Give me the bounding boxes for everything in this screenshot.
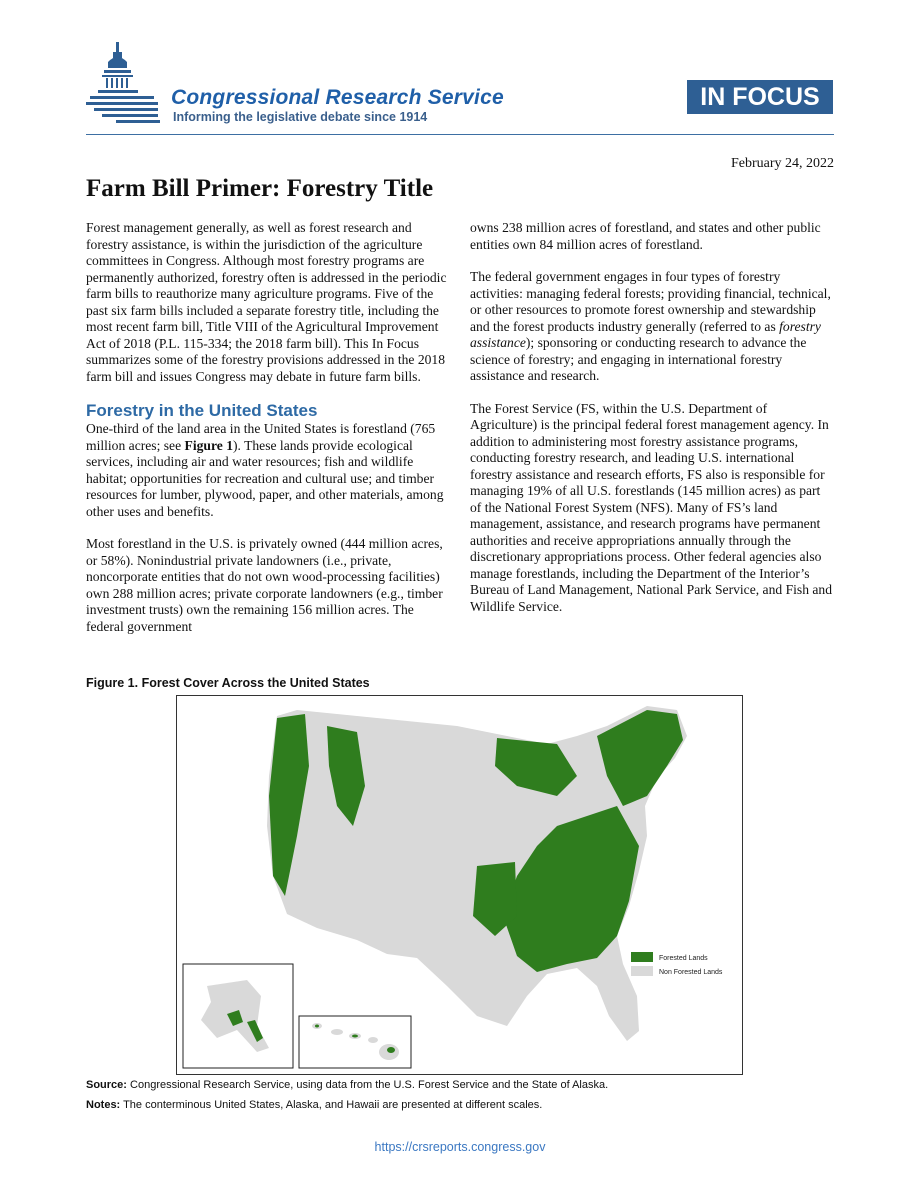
- footer-url-link[interactable]: https://crsreports.congress.gov: [374, 1140, 546, 1154]
- legend-forested-swatch: [631, 952, 653, 962]
- forest-cover-map: [176, 695, 743, 1075]
- ownership-paragraph: Most forestland in the U.S. is privately owned (444 million acres, or 58%). Nonindustrial private landowners (i.e., private, noncorporate entities that do not own wood-processing facilities) own 288 million acres; private corporate landowners (e.g., timber investment trusts) own the remaining 156 million acres. The federal government: [86, 536, 443, 634]
- activities-paragraph: The federal government engages in four types of forestry activities: managing federal forests; providing financial, technical, or other resources to promote forest ownership and stewardship and the forest products industry generally (referred to as forestry assistance); sponsoring or conducting research to advance the science of forestry; and engaging in international forestry assistance and research.: [470, 269, 831, 383]
- legend-nonforested-label: Non Forested Lands: [659, 969, 723, 976]
- section-heading: Forestry in the United States: [86, 401, 318, 420]
- figure-source: Source: Congressional Research Service, using data from the U.S. Forest Service and the State of Alaska.: [86, 1079, 609, 1091]
- left-column: [86, 220, 450, 651]
- in-focus-badge: IN FOCUS: [687, 80, 833, 114]
- page-title: Farm Bill Primer: Forestry Title: [86, 175, 434, 202]
- right-column: [470, 220, 834, 631]
- map-legend: [631, 952, 723, 976]
- header-divider: [86, 134, 834, 135]
- org-name: Congressional Research Service: [171, 86, 504, 109]
- publication-date: February 24, 2022: [730, 156, 834, 171]
- forest-service-paragraph: The Forest Service (FS, within the U.S. Department of Agriculture) is the principal federal forest management agency. In addition to administering most forestry assistance programs, conducting forestry research, and leading U.S. international forestry assistance and research efforts, FS also is responsible for managing 19% of all U.S. forestlands (145 million acres) as part of the National Forest System (NFS). Many of FS’s land management, assistance, and research programs have permanent authorities and receive appropriations annually through the discretionary appropriations process. Other federal agencies also manage forestlands, including the Department of the Interior’s Bureau of Land Management, National Park Service, and Fish and Wildlife Service.: [470, 400, 833, 614]
- figure-reference: Figure 1: [184, 437, 233, 453]
- legend-nonforested-swatch: [631, 966, 653, 976]
- org-tagline: Informing the legislative debate since 1914: [173, 110, 428, 124]
- federal-ownership-paragraph: owns 238 million acres of forestland, and states and other public entities own 84 million acres of forestland.: [470, 220, 821, 252]
- figure-caption: Figure 1. Forest Cover Across the United States: [86, 676, 370, 690]
- forestry-assistance-term: forestry assistance: [470, 318, 821, 350]
- legend-forested-label: Forested Lands: [659, 955, 708, 962]
- figure-notes: Notes: The conterminous United States, Alaska, and Hawaii are presented at different scales.: [86, 1099, 543, 1111]
- intro-paragraph: Forest management generally, as well as forest research and forestry assistance, is within the jurisdiction of the agriculture committees in Congress. Although most forestry programs are permanently authorized, forestry often is addressed in the periodic farm bills to reauthorize many agriculture programs. Five of the past six farm bills included a separate forestry title, including the most recent farm bill, Title VIII of the Agricultural Improvement Act of 2018 (P.L. 115-334; the 2018 farm bill). This In Focus summarizes some of the forestry provisions addressed in the 2018 farm bill and issues Congress may debate in future farm bills.: [86, 220, 447, 384]
- forestland-paragraph: One-third of the land area in the United States is forestland (765 million acres; see Figure 1). These lands provide ecological services, including air and water resources; fish and wildlife habitat; opportunities for recreation and cultural use; and timber resources for lumber, plywood, paper, and other materials, among other uses and benefits.: [86, 421, 444, 519]
